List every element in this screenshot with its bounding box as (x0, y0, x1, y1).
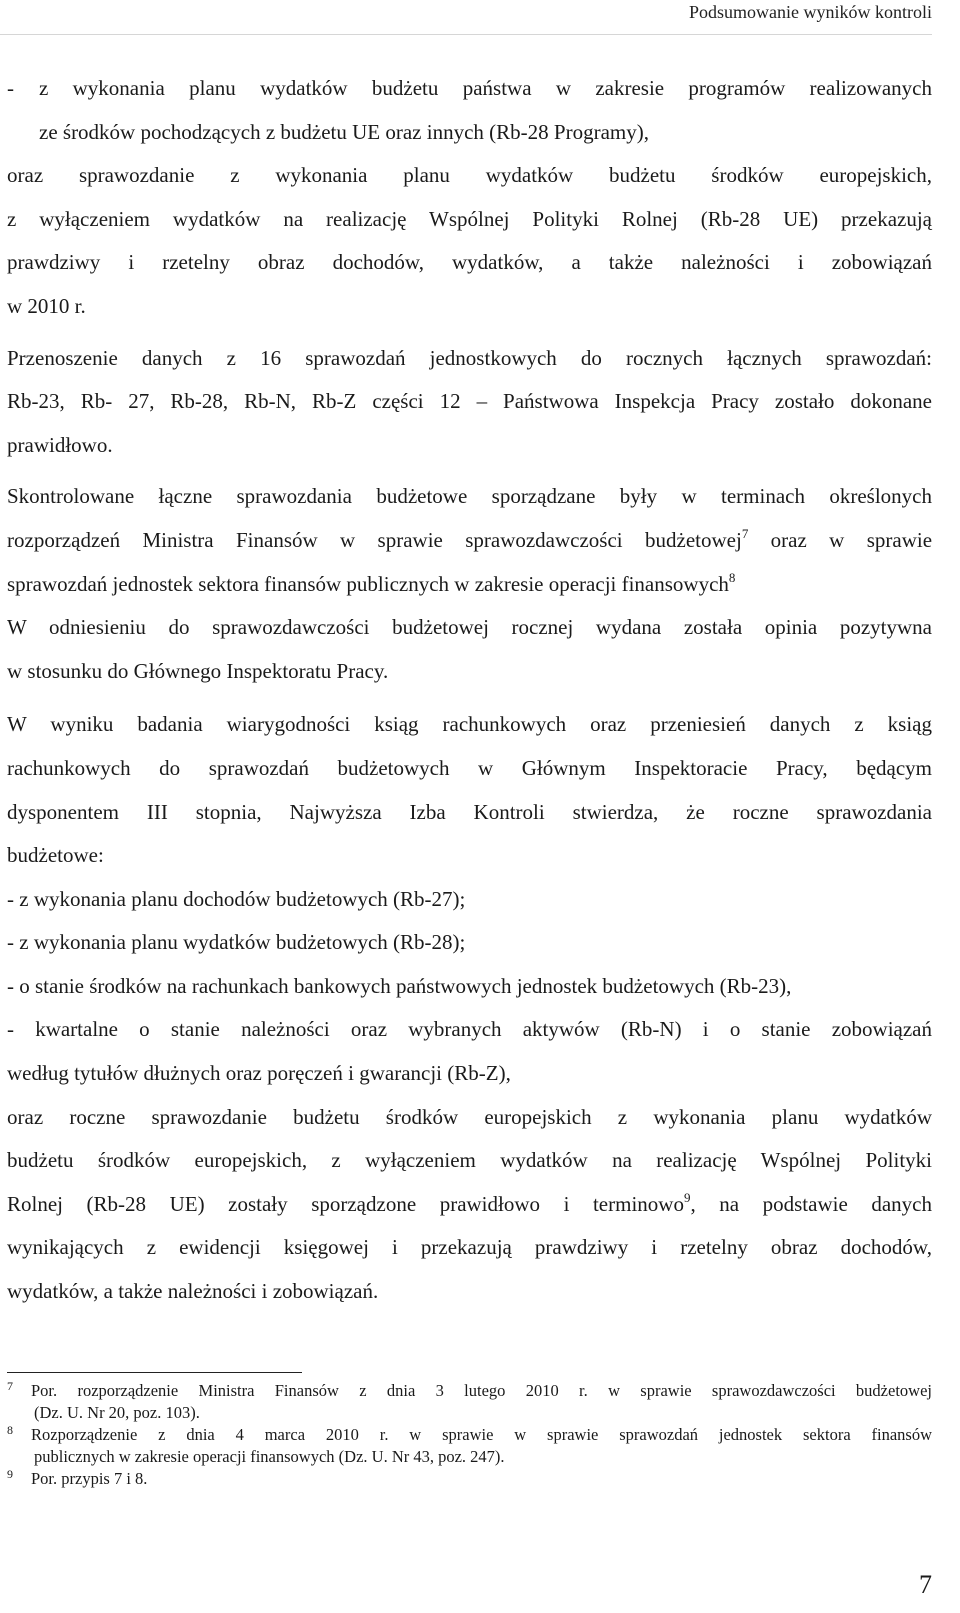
list-item: - z wykonania planu dochodów budżetowych (Rb-27); (7, 886, 466, 911)
footnote-text: Rozporządzenie z dnia 4 marca 2010 r. w sprawie w sprawie sprawozdań jednostek sektora finansów (31, 1425, 932, 1444)
text-line (7, 519, 932, 563)
text-line: budżetowe: (7, 843, 104, 868)
bullet-text: z wykonania planu wydatków budżetu państwa w zakresie programów realizowanych (39, 76, 932, 100)
list-item-continuation: według tytułów dłużnych oraz poręczeń i gwarancji (Rb-Z), (7, 1061, 511, 1086)
paragraph-opening (7, 154, 932, 328)
footnote-line: (Dz. U. Nr 20, poz. 103). (34, 1403, 200, 1422)
footnote-line (7, 1424, 932, 1446)
text-line: prawidłowo. (7, 432, 113, 457)
footnote-ref-8[interactable]: 8 (728, 569, 736, 585)
footnote-number: 8 (7, 1423, 13, 1437)
bullet-marker: - (7, 76, 14, 100)
page-number: 7 (919, 1570, 932, 1599)
footnote-text: Por. przypis 7 i 8. (31, 1469, 148, 1488)
text-line: wydatków, a także należności i zobowiązań. (7, 1279, 379, 1304)
footnote-line: publicznych w zakresie operacji finansowych (Dz. U. Nr 43, poz. 247). (34, 1447, 505, 1466)
text-segment: rozporządzeń Ministra Finansów w sprawie sprawozdawczości budżetowej (7, 527, 742, 552)
footnote-line (7, 1380, 932, 1402)
footnote-9 (7, 1468, 932, 1490)
text-line: Przenoszenie danych z 16 sprawozdań jednostkowych do rocznych łącznych sprawozdań: (7, 345, 932, 370)
footnote-text: Por. rozporządzenie Ministra Finansów z dnia 3 lutego 2010 r. w sprawie sprawozdawczości budżetowej (31, 1381, 932, 1400)
bullet-line: ze środków pochodzących z budżetu UE oraz innych (Rb-28 Programy), (39, 119, 649, 144)
bullet-line (7, 67, 932, 111)
text-line: budżetu środków europejskich, z wyłączeniem wydatków na realizację Wspólnej Polityki (7, 1148, 932, 1173)
text-segment: Rolnej (Rb-28 UE) zostały sporządzone prawidłowo i terminowo (7, 1191, 684, 1216)
text-line: z wyłączeniem wydatków na realizację Wspólnej Polityki Rolnej (Rb-28 UE) przekazują (7, 206, 932, 231)
footnotes (7, 1380, 932, 1490)
text-line: rachunkowych do sprawozdań budżetowych w Głównym Inspektoracie Pracy, będącym (7, 755, 932, 780)
paragraph-controlled (7, 475, 932, 606)
footnote-separator (7, 1372, 302, 1373)
text-line: oraz roczne sprawozdanie budżetu środków europejskich z wykonania planu wydatków (7, 1104, 932, 1129)
footnote-number: 7 (7, 1379, 13, 1393)
paragraph-transfer (7, 337, 932, 468)
text-segment: , na podstawie danych (690, 1191, 932, 1216)
footnote-7 (7, 1380, 932, 1424)
bullet-continuation (7, 67, 932, 154)
paragraph-closing (7, 1096, 932, 1314)
list-item: - kwartalne o stanie należności oraz wybranych aktywów (Rb-N) i o stanie zobowiązań (7, 1017, 932, 1042)
header-divider (0, 34, 932, 35)
text-line: prawdziwy i rzetelny obraz dochodów, wydatków, a także należności i zobowiązań (7, 250, 932, 275)
text-line (7, 563, 932, 607)
text-line (7, 1183, 932, 1227)
footnote-ref-9[interactable]: 9 (683, 1189, 691, 1205)
footnote-ref-7[interactable]: 7 (741, 525, 749, 541)
document-body (7, 67, 932, 1314)
text-line: w 2010 r. (7, 293, 86, 318)
text-line: w stosunku do Głównego Inspektoratu Pracy. (7, 658, 389, 683)
paragraph-opinion (7, 606, 932, 693)
text-line: W wyniku badania wiarygodności ksiąg rachunkowych oraz przeniesień danych z ksiąg (7, 712, 932, 737)
list-item: - z wykonania planu wydatków budżetowych (Rb-28); (7, 930, 466, 955)
text-segment: sprawozdań jednostek sektora finansów publicznych w zakresie operacji finansowych (7, 571, 729, 596)
list-item: - o stanie środków na rachunkach bankowych państwowych jednostek budżetowych (Rb-23), (7, 973, 792, 998)
footnote-8 (7, 1424, 932, 1468)
footnote-line (7, 1468, 932, 1490)
report-list (7, 878, 932, 1096)
paragraph-result (7, 703, 932, 877)
text-line: W odniesieniu do sprawozdawczości budżetowej rocznej wydana została opinia pozytywna (7, 615, 932, 640)
text-line: dysponentem III stopnia, Najwyższa Izba Kontroli stwierdza, że roczne sprawozdania (7, 799, 932, 824)
text-line: Skontrolowane łączne sprawozdania budżetowe sporządzane były w terminach określonych (7, 484, 932, 509)
text-line: wynikających z ewidencji księgowej i przekazują prawdziwy i rzetelny obraz dochodów, (7, 1235, 932, 1260)
running-header: Podsumowanie wyników kontroli (689, 2, 932, 22)
text-line: Rb-23, Rb- 27, Rb-28, Rb-N, Rb-Z części 12 – Państwowa Inspekcja Pracy zostało dokonane (7, 389, 932, 414)
text-segment: oraz w sprawie (748, 527, 933, 552)
footnote-number: 9 (7, 1467, 13, 1481)
text-line: oraz sprawozdanie z wykonania planu wydatków budżetu środków europejskich, (7, 163, 932, 188)
